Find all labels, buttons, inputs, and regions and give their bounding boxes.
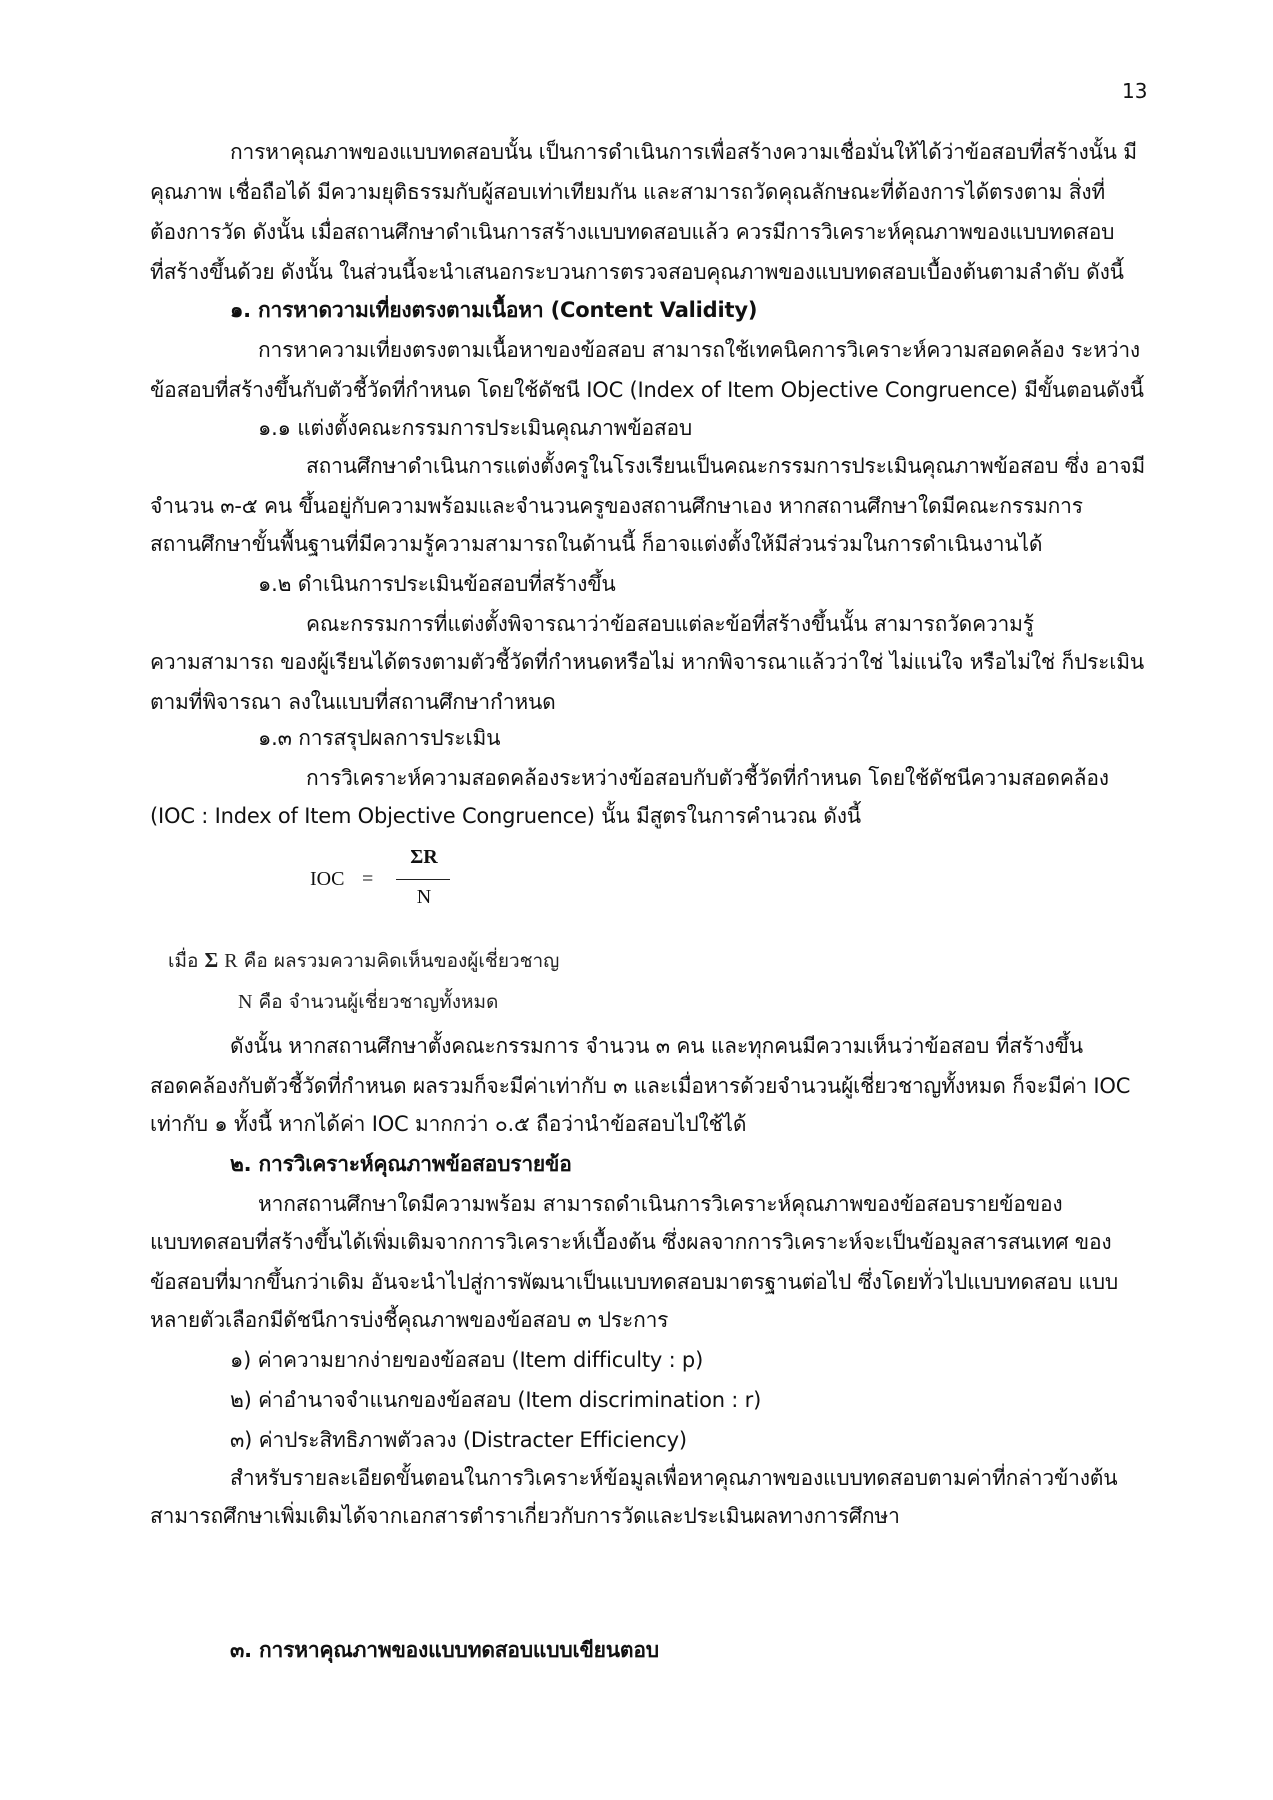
list-item: ๒) ค่าอำนาจจำแนกของข้อสอบ (Item discrimination : r)	[230, 1388, 762, 1412]
definition-prefix: เมื่อ	[168, 950, 199, 972]
sigma-symbol: Σ	[204, 948, 219, 972]
section-2-para-line-4: หลายตัวเลือกมีดัชนีการบ่งชี้คุณภาพของข้อสอบ ๓ ประการ	[150, 1308, 669, 1332]
formula-denominator: N	[416, 886, 432, 908]
conclusion-line-3: เท่ากับ ๑ ทั้งนี้ หากได้ค่า IOC มากกว่า ๐.๕ ถือว่านำข้อสอบไปใช้ได้	[150, 1112, 747, 1136]
intro-line-3: ต้องการวัด ดังนั้น เมื่อสถานศึกษาดำเนินการสร้างแบบทดสอบแล้ว ควรมีการวิเคราะห์คุณภาพของแบบทดสอบ	[150, 220, 1115, 244]
section-1-heading: ๑. การหาดวามเที่ยงตรงตามเนื้อหา (Content Validity)	[230, 298, 758, 322]
section-2-closing-line-1: สำหรับรายละเอียดขั้นตอนในการวิเคราะห์ข้อมูลเพื่อหาคุณภาพของแบบทดสอบตามค่าที่กล่าวข้างต้น	[230, 1466, 1118, 1490]
intro-line-2: คุณภาพ เชื่อถือได้ มีความยุติธรรมกับผู้สอบเท่าเทียมกัน และสามารถวัดคุณลักษณะที่ต้องการได้ตรงตาม สิ่งที่	[150, 180, 1106, 204]
intro-line-4: ที่สร้างขึ้นด้วย ดังนั้น ในส่วนนี้จะนำเสนอกระบวนการตรวจสอบคุณภาพของแบบทดสอบเบื้องต้นตามลำดับ ดังนี้	[150, 260, 1124, 284]
section-3-heading: ๓. การหาคุณภาพของแบบทดสอบแบบเขียนตอบ	[230, 1638, 659, 1662]
definition-sum-r	[168, 946, 559, 975]
conclusion-line-2: สอดคล้องกับตัวชี้วัดที่กำหนด ผลรวมก็จะมีค่าเท่ากับ ๓ และเมื่อหารด้วยจำนวนผู้เชี่ยวชาญทั้งหมด ก็จะมีค่า IOC	[150, 1074, 1131, 1098]
definition-n	[238, 988, 498, 1016]
subsection-1-3-line-2: (IOC : Index of Item Objective Congruence) นั้น มีสูตรในการคำนวณ ดังนี้	[150, 804, 861, 828]
subsection-1-2-line-1: คณะกรรมการที่แต่งตั้งพิจารณาว่าข้อสอบแต่ละข้อที่สร้างขึ้นนั้น สามารถวัดความรู้	[306, 612, 1034, 636]
section-2-para-line-1: หากสถานศึกษาใดมีความพร้อม สามารถดำเนินการวิเคราะห์คุณภาพของข้อสอบรายข้อของ	[258, 1192, 1063, 1216]
subsection-1-1-title: ๑.๑ แต่งตั้งคณะกรรมการประเมินคุณภาพข้อสอบ	[258, 416, 693, 440]
n-symbol: N	[238, 991, 253, 1013]
page-number: 13	[1122, 79, 1148, 103]
ioc-formula	[310, 846, 450, 916]
formula-equals-sign: =	[362, 868, 374, 890]
section-1-para-line-2: ข้อสอบที่สร้างขึ้นกับตัวชี้วัดที่กำหนด โดยใช้ดัชนี IOC (Index of Item Objective Congruence) มีขั้นตอนดังนี้	[150, 378, 1144, 402]
subsection-1-2-line-3: ตามที่พิจารณา ลงในแบบที่สถานศึกษากำหนด	[150, 690, 556, 714]
list-item: ๑) ค่าความยากง่ายของข้อสอบ (Item difficulty : p)	[230, 1348, 704, 1372]
definition-n-text: คือ จำนวนผู้เชี่ยวชาญทั้งหมด	[258, 991, 499, 1013]
list-item: ๓) ค่าประสิทธิภาพตัวลวง (Distracter Efficiency)	[230, 1428, 687, 1452]
subsection-1-3-line-1: การวิเคราะห์ความสอดคล้องระหว่างข้อสอบกับตัวชี้วัดที่กำหนด โดยใช้ดัชนีความสอดคล้อง	[306, 766, 1109, 790]
conclusion-line-1: ดังนั้น หากสถานศึกษาตั้งคณะกรรมการ จำนวน ๓ คน และทุกคนมีความเห็นว่าข้อสอบ ที่สร้างขึ้น	[230, 1034, 1083, 1058]
section-1-para-line-1: การหาความเที่ยงตรงตามเนื้อหาของข้อสอบ สามารถใช้เทคนิคการวิเคราะห์ความสอดคล้อง ระหว่าง	[258, 338, 1140, 362]
formula-lhs: IOC	[310, 868, 345, 890]
formula-fraction-bar	[396, 879, 450, 880]
formula-numerator: ΣR	[410, 846, 438, 868]
subsection-1-3-title: ๑.๓ การสรุปผลการประเมิน	[258, 726, 501, 750]
subsection-1-1-line-1: สถานศึกษาดำเนินการแต่งตั้งครูในโรงเรียนเป็นคณะกรรมการประเมินคุณภาพข้อสอบ ซึ่ง อาจมี	[306, 454, 1146, 478]
r-symbol: R	[224, 950, 238, 972]
intro-line-1: การหาคุณภาพของแบบทดสอบนั้น เป็นการดำเนินการเพื่อสร้างความเชื่อมั่นให้ได้ว่าข้อสอบที่สร้างนั้น มี	[230, 140, 1137, 164]
subsection-1-1-line-2: จำนวน ๓-๕ คน ขึ้นอยู่กับความพร้อมและจำนวนครูของสถานศึกษาเอง หากสถานศึกษาใดมีคณะกรรมการ	[150, 494, 1083, 518]
section-2-para-line-2: แบบทดสอบที่สร้างขึ้นได้เพิ่มเติมจากการวิเคราะห์เบื้องต้น ซึ่งผลจากการวิเคราะห์จะเป็นข้อมูลสารสนเทศ ของ	[150, 1230, 1112, 1254]
subsection-1-1-line-3: สถานศึกษาขั้นพื้นฐานที่มีความรู้ความสามารถในด้านนี้ ก็อาจแต่งตั้งให้มีส่วนร่วมในการดำเนินงานได้	[150, 532, 1043, 556]
section-2-para-line-3: ข้อสอบที่มากขึ้นกว่าเดิม อันจะนำไปสู่การพัฒนาเป็นแบบทดสอบมาตรฐานต่อไป ซึ่งโดยทั่วไปแบบทดสอบ แบบ	[150, 1270, 1118, 1294]
definition-sum-r-text: คือ ผลรวมความคิดเห็นของผู้เชี่ยวชาญ	[243, 950, 560, 972]
subsection-1-2-title: ๑.๒ ดำเนินการประเมินข้อสอบที่สร้างขึ้น	[258, 572, 616, 596]
subsection-1-2-line-2: ความสามารถ ของผู้เรียนได้ตรงตามตัวชี้วัดที่กำหนดหรือไม่ หากพิจารณาแล้วว่าใช่ ไม่แน่ใจ หรือไม่ใช่ ก็ประเมิน	[150, 650, 1145, 674]
section-2-closing-line-2: สามารถศึกษาเพิ่มเติมได้จากเอกสารตำราเกี่ยวกับการวัดและประเมินผลทางการศึกษา	[150, 1504, 900, 1528]
section-2-heading: ๒. การวิเคราะห์คุณภาพข้อสอบรายข้อ	[230, 1152, 572, 1176]
